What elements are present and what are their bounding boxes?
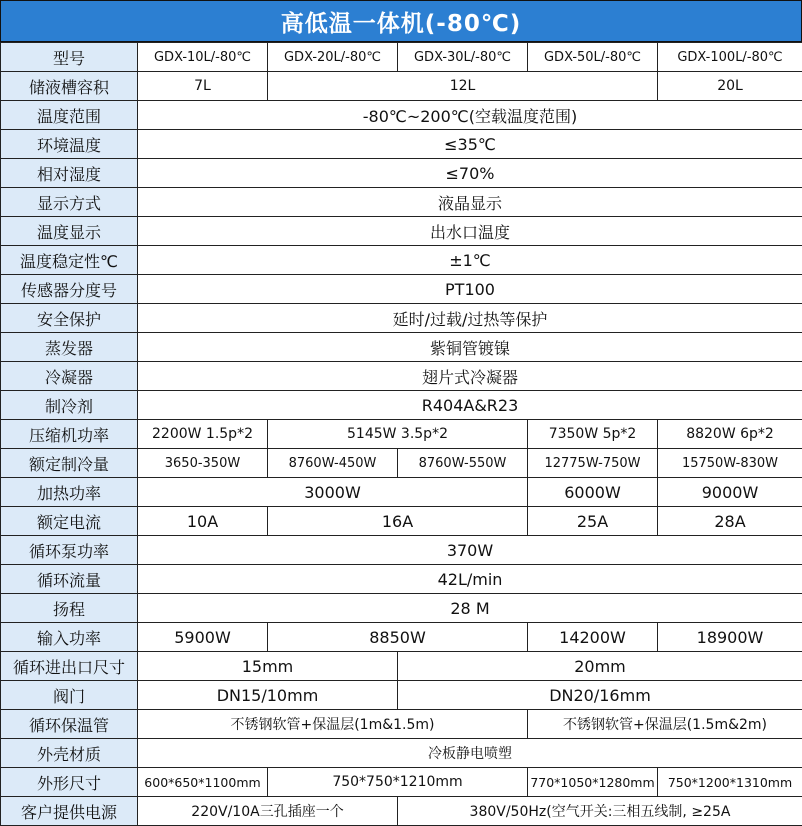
row-safety [1, 304, 802, 333]
cooling-cell: 15750W-830W [658, 449, 802, 478]
evaporator-value: 紫铜管镀镍 [138, 333, 802, 362]
heating-cell: 6000W [528, 478, 658, 507]
label-sensor: 传感器分度号 [1, 275, 138, 304]
valve-cell: DN15/10mm [138, 681, 398, 710]
row-port [1, 652, 802, 681]
current-cell: 28A [658, 507, 802, 536]
label-safety: 安全保护 [1, 304, 138, 333]
hose-cell: 不锈钢软管+保温层(1.5m&2m) [528, 710, 802, 739]
label-stability: 温度稳定性℃ [1, 246, 138, 275]
label-shell: 外壳材质 [1, 739, 138, 768]
temp-range-value: -80℃~200℃(空载温度范围) [138, 101, 802, 130]
cooling-cell: 12775W-750W [528, 449, 658, 478]
row-temp-display [1, 217, 802, 246]
row-sensor [1, 275, 802, 304]
tank-cell: 20L [658, 72, 802, 101]
row-input [1, 623, 802, 652]
row-tank [1, 72, 802, 101]
current-cell: 16A [268, 507, 528, 536]
current-cell: 25A [528, 507, 658, 536]
current-cell: 10A [138, 507, 268, 536]
humidity-value: ≤70% [138, 159, 802, 188]
tank-cell: 12L [268, 72, 658, 101]
dimensions-cell: 770*1050*1280mm [528, 768, 658, 797]
label-power: 客户提供电源 [1, 797, 138, 826]
safety-value: 延时/过载/过热等保护 [138, 304, 802, 333]
label-heating: 加热功率 [1, 478, 138, 507]
row-ambient [1, 130, 802, 159]
compressor-cell: 2200W 1.5p*2 [138, 420, 268, 449]
row-condenser [1, 362, 802, 391]
hose-cell: 不锈钢软管+保温层(1m&1.5m) [138, 710, 528, 739]
row-humidity [1, 159, 802, 188]
temp-display-value: 出水口温度 [138, 217, 802, 246]
ambient-value: ≤35℃ [138, 130, 802, 159]
model-cell: GDX-10L/-80℃ [138, 43, 268, 72]
compressor-cell: 7350W 5p*2 [528, 420, 658, 449]
port-cell: 20mm [398, 652, 802, 681]
row-dimensions [1, 768, 802, 797]
power-cell: 380V/50Hz(空气开关:三相五线制, ≥25A [398, 797, 802, 826]
input-cell: 14200W [528, 623, 658, 652]
label-input: 输入功率 [1, 623, 138, 652]
row-current [1, 507, 802, 536]
model-cell: GDX-50L/-80℃ [528, 43, 658, 72]
row-hose [1, 710, 802, 739]
pump-value: 370W [138, 536, 802, 565]
label-hose: 循环保温管 [1, 710, 138, 739]
power-cell: 220V/10A三孔插座一个 [138, 797, 398, 826]
label-valve: 阀门 [1, 681, 138, 710]
label-dimensions: 外形尺寸 [1, 768, 138, 797]
label-ambient: 环境温度 [1, 130, 138, 159]
sensor-value: PT100 [138, 275, 802, 304]
compressor-cell: 5145W 3.5p*2 [268, 420, 528, 449]
label-model: 型号 [1, 43, 138, 72]
row-power [1, 797, 802, 826]
heating-cell: 3000W [138, 478, 528, 507]
label-lift: 扬程 [1, 594, 138, 623]
model-cell: GDX-100L/-80℃ [658, 43, 802, 72]
row-valve [1, 681, 802, 710]
row-compressor [1, 420, 802, 449]
display-value: 液晶显示 [138, 188, 802, 217]
condenser-value: 翅片式冷凝器 [138, 362, 802, 391]
input-cell: 8850W [268, 623, 528, 652]
cooling-cell: 3650-350W [138, 449, 268, 478]
model-cell: GDX-20L/-80℃ [268, 43, 398, 72]
label-temp-display: 温度显示 [1, 217, 138, 246]
dimensions-cell: 750*1200*1310mm [658, 768, 802, 797]
dimensions-cell: 600*650*1100mm [138, 768, 268, 797]
row-lift [1, 594, 802, 623]
label-compressor: 压缩机功率 [1, 420, 138, 449]
label-display: 显示方式 [1, 188, 138, 217]
label-evaporator: 蒸发器 [1, 333, 138, 362]
heating-cell: 9000W [658, 478, 802, 507]
label-pump: 循环泵功率 [1, 536, 138, 565]
dimensions-cell: 750*750*1210mm [268, 768, 528, 797]
row-shell [1, 739, 802, 768]
cooling-cell: 8760W-450W [268, 449, 398, 478]
row-flow [1, 565, 802, 594]
label-refrigerant: 制冷剂 [1, 391, 138, 420]
label-condenser: 冷凝器 [1, 362, 138, 391]
label-cooling: 额定制冷量 [1, 449, 138, 478]
flow-value: 42L/min [138, 565, 802, 594]
spec-table [0, 42, 802, 826]
label-flow: 循环流量 [1, 565, 138, 594]
page-title: 高低温一体机(-80℃) [0, 0, 802, 42]
label-current: 额定电流 [1, 507, 138, 536]
port-cell: 15mm [138, 652, 398, 681]
row-display [1, 188, 802, 217]
label-humidity: 相对湿度 [1, 159, 138, 188]
model-cell: GDX-30L/-80℃ [398, 43, 528, 72]
input-cell: 5900W [138, 623, 268, 652]
row-cooling [1, 449, 802, 478]
valve-cell: DN20/16mm [398, 681, 802, 710]
label-port: 循环进出口尺寸 [1, 652, 138, 681]
cooling-cell: 8760W-550W [398, 449, 528, 478]
row-stability [1, 246, 802, 275]
row-refrigerant [1, 391, 802, 420]
row-model [1, 43, 802, 72]
input-cell: 18900W [658, 623, 802, 652]
refrigerant-value: R404A&R23 [138, 391, 802, 420]
row-evaporator [1, 333, 802, 362]
stability-value: ±1℃ [138, 246, 802, 275]
shell-value: 冷板静电喷塑 [138, 739, 802, 768]
label-tank: 储液槽容积 [1, 72, 138, 101]
tank-cell: 7L [138, 72, 268, 101]
compressor-cell: 8820W 6p*2 [658, 420, 802, 449]
lift-value: 28 M [138, 594, 802, 623]
row-heating [1, 478, 802, 507]
row-temp-range [1, 101, 802, 130]
row-pump [1, 536, 802, 565]
label-temp-range: 温度范围 [1, 101, 138, 130]
